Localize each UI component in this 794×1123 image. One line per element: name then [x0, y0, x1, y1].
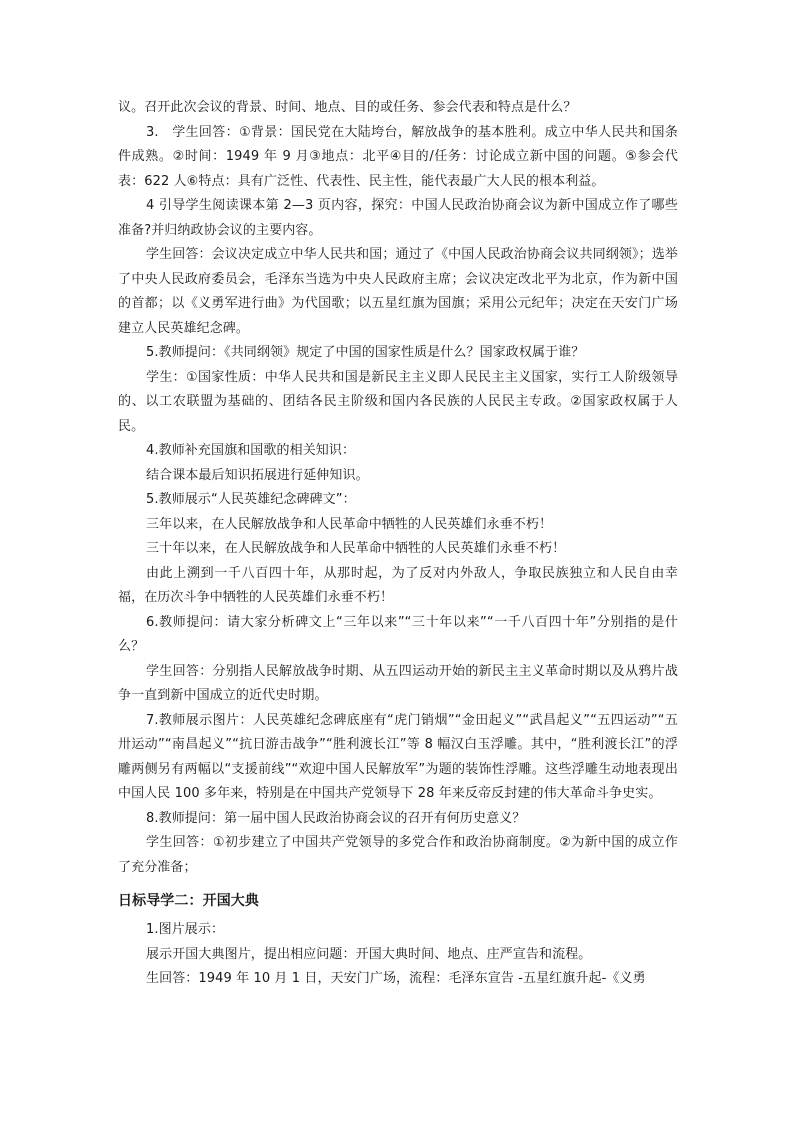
- paragraph: 7.教师展示图片：人民英雄纪念碑底座有“虎门销烟”“金田起义”“武昌起义”“五四运动”“五卅运动”“南昌起义”“抗日游击战争”“胜利渡长江”等 8 幅汉白玉浮雕。其中，“胜利渡长江”的浮雕两侧另有两幅以“支援前线”“欢迎中国人民解放军”为题的装饰性浮雕。这些浮雕生动地表现出中国人民 100 多年来，特别是在中国共产党领导下 28 年来反帝反封建的伟大革命斗争史实。: [118, 712, 678, 801]
- paragraph: 三十年以来，在人民解放战争和人民革命中牺牲的人民英雄们永垂不朽！: [146, 541, 566, 556]
- page-body: [118, 96, 678, 992]
- paragraph: 5.教师提问：《共同纲领》规定了中国的国家性质是什么？国家政权属于谁？: [146, 345, 585, 360]
- section-heading: 日标导学二：开国大典: [118, 893, 259, 909]
- paragraph: 4.教师补充国旗和国歌的相关知识：: [146, 443, 356, 458]
- paragraph: 由此上溯到一千八百四十年，从那时起，为了反对内外敌人，争取民族独立和人民自由幸福，在历次斗争中牺牲的人民英雄们永垂不朽！: [118, 565, 678, 605]
- paragraph: 5.教师展示“人民英雄纪念碑碑文”：: [146, 492, 356, 507]
- paragraph: 3. 学生回答：①背景：国民党在大陆垮台，解放战争的基本胜利。成立中华人民共和国条件成熟。②时间：1949 年 9 月③地点：北平④目的/任务：讨论成立新中国的问题。⑤参会代表：622 人⑥特点：具有广泛性、代表性、民主性，能代表最广大人民的根本利益。: [118, 124, 678, 189]
- paragraph: 生回答：1949 年 10 月 1 日，天安门广场，流程：毛泽东宣告 -五星红旗升起-《义勇: [146, 971, 646, 986]
- paragraph: 学生回答：①初步建立了中国共产党领导的多党合作和政治协商制度。②为新中国的成立作了充分准备；: [118, 835, 678, 875]
- paragraph: 议。召开此次会议的背景、时间、地点、目的或任务、参会代表和特点是什么？: [118, 100, 577, 115]
- paragraph: 学生回答：分别指人民解放战争时期、从五四运动开始的新民主主义革命时期以及从鸦片战争一直到新中国成立的近代史时期。: [118, 663, 678, 703]
- paragraph: 结合课本最后知识拓展进行延伸知识。: [146, 467, 369, 483]
- paragraph: 1.图片展示：: [146, 922, 225, 937]
- paragraph: 学生回答：会议决定成立中华人民共和国；通过了《中国人民政治协商会议共同纲领》；选举了中央人民政府委员会，毛泽东当选为中央人民政府主席；会议决定改北平为北京，作为新中国的首都；以《义勇军进行曲》为代国歌；以五星红旗为国旗；采用公元纪年；决定在天安门广场建立人民英雄纪念碑。: [118, 247, 678, 336]
- paragraph: 4 引导学生阅读课本第 2—3 页内容，探究：中国人民政治协商会议为新中国成立作了哪些准备?并归纳政协会议的主要内容。: [118, 198, 678, 238]
- paragraph: 展示开国大典图片，提出相应问题：开国大典时间、地点、庄严宣告和流程。: [146, 946, 592, 962]
- paragraph: 8.教师提问：第一届中国人民政治协商会议的召开有何历史意义？: [146, 810, 526, 826]
- paragraph: 学生：①国家性质：中华人民共和国是新民主主义即人民民主主义国家，实行工人阶级领导的、以工农联盟为基础的、团结各民主阶级和国内各民族的人民民主专政。②国家政权属于人民。: [118, 369, 678, 434]
- paragraph: 三年以来，在人民解放战争和人民革命中牺牲的人民英雄们永垂不朽！: [146, 516, 553, 532]
- paragraph: 6.教师提问：请大家分析碑文上“三年以来”“三十年以来”“一千八百四十年”分别指的是什么？: [118, 614, 678, 654]
